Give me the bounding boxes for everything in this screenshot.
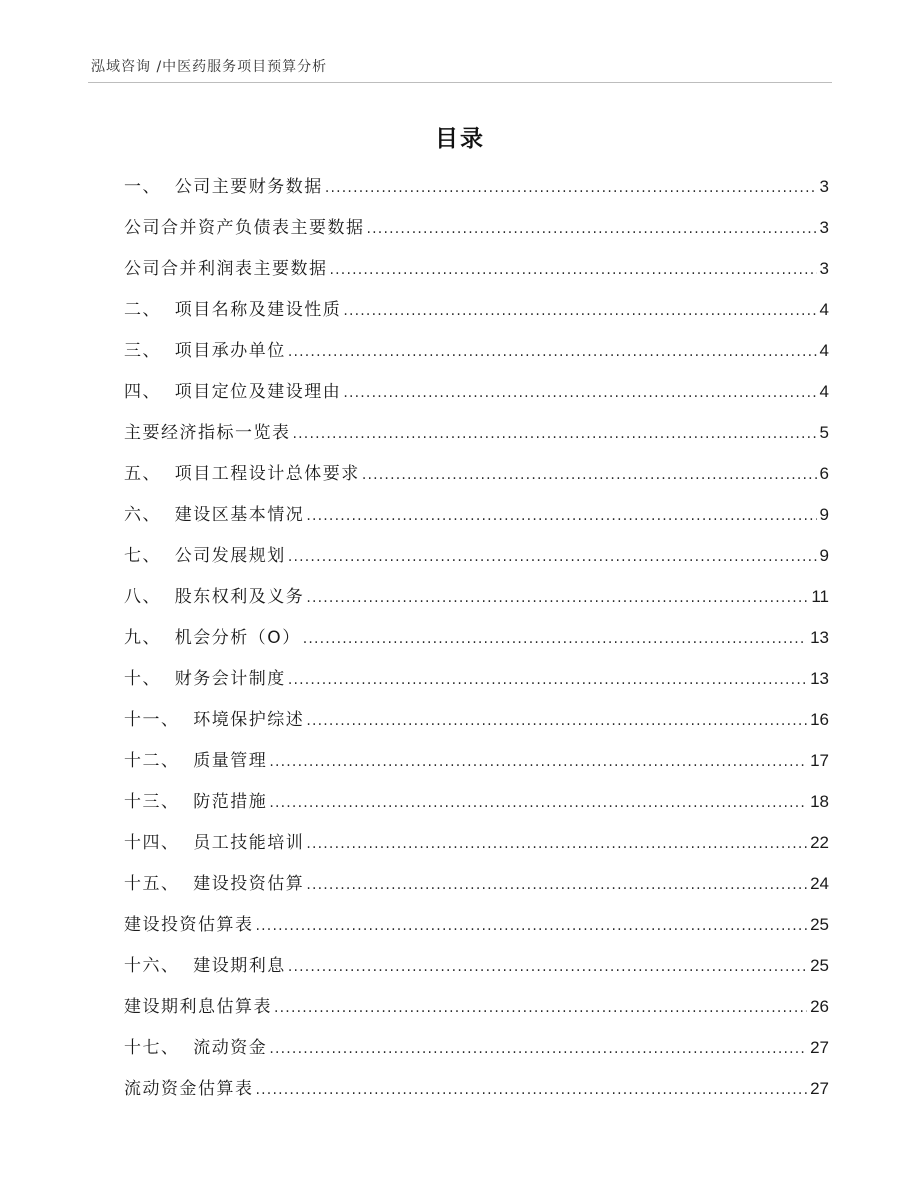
toc-entry[interactable] — [124, 787, 829, 828]
toc-entry-page-number: 4 — [819, 300, 829, 319]
toc-entry[interactable] — [124, 1033, 829, 1074]
toc-dot-leader — [343, 296, 816, 326]
toc-entry[interactable] — [124, 377, 829, 418]
toc-entry-label: 五、 项目工程设计总体要求 — [124, 464, 360, 484]
toc-entry-page-number: 27 — [810, 1079, 829, 1098]
toc-entry-page-number: 22 — [810, 833, 829, 852]
toc-entry-page-number: 17 — [810, 751, 829, 770]
toc-entry[interactable] — [124, 582, 829, 623]
toc-dot-leader — [288, 952, 807, 982]
toc-entry-page-number: 26 — [810, 997, 829, 1016]
toc-dot-leader — [288, 665, 807, 695]
toc-dot-leader — [343, 378, 816, 408]
toc-entry-page-number: 25 — [810, 956, 829, 975]
page-header: 泓域咨询 /中医药服务项目预算分析 — [91, 59, 328, 75]
toc-dot-leader — [303, 624, 807, 654]
toc-entry-label: 三、 项目承办单位 — [124, 341, 286, 361]
toc-entry-label: 流动资金估算表 — [124, 1079, 254, 1099]
toc-dot-leader — [306, 583, 808, 613]
toc-entry-label: 九、 机会分析（O） — [124, 628, 301, 648]
toc-entry-page-number: 6 — [819, 464, 829, 483]
toc-entry[interactable] — [124, 172, 829, 213]
toc-dot-leader — [306, 829, 807, 859]
toc-title: 目录 — [435, 126, 485, 152]
toc-dot-leader — [306, 870, 807, 900]
toc-entry-label: 八、 股东权利及义务 — [124, 587, 305, 607]
toc-dot-leader — [269, 1034, 807, 1064]
toc-entry-page-number: 4 — [819, 341, 829, 360]
toc-entry[interactable] — [124, 500, 829, 541]
toc-entry[interactable] — [124, 623, 829, 664]
toc-entry[interactable] — [124, 1074, 829, 1115]
toc-entry[interactable] — [124, 295, 829, 336]
toc-entry-page-number: 9 — [819, 505, 829, 524]
toc-entry[interactable] — [124, 336, 829, 377]
toc-entry-label: 建设投资估算表 — [124, 915, 254, 935]
toc-entry-page-number: 27 — [810, 1038, 829, 1057]
toc-entry[interactable] — [124, 418, 829, 459]
toc-entry-page-number: 3 — [819, 177, 829, 196]
toc-entry[interactable] — [124, 254, 829, 295]
toc-dot-leader — [306, 706, 807, 736]
toc-entry-page-number: 3 — [819, 218, 829, 237]
toc-entry-page-number: 16 — [810, 710, 829, 729]
toc-dot-leader — [367, 214, 817, 244]
toc-entry-page-number: 25 — [810, 915, 829, 934]
toc-entry-page-number: 13 — [810, 669, 829, 688]
toc-entry-label: 六、 建设区基本情况 — [124, 505, 305, 525]
toc-entry-page-number: 9 — [819, 546, 829, 565]
toc-entry-page-number: 5 — [819, 423, 829, 442]
toc-entry-label: 十四、 员工技能培训 — [124, 833, 305, 853]
toc-entry-label: 十、 财务会计制度 — [124, 669, 286, 689]
toc-entry-label: 建设期利息估算表 — [124, 997, 272, 1017]
toc-entry[interactable] — [124, 910, 829, 951]
header-divider — [88, 82, 832, 83]
toc-entry-page-number: 24 — [810, 874, 829, 893]
toc-dot-leader — [288, 542, 817, 572]
toc-entry-label: 公司合并资产负债表主要数据 — [124, 218, 365, 238]
toc-entry-label: 四、 项目定位及建设理由 — [124, 382, 342, 402]
toc-dot-leader — [293, 419, 817, 449]
toc-entry-label: 公司合并利润表主要数据 — [124, 259, 328, 279]
toc-entry-label: 主要经济指标一览表 — [124, 423, 291, 443]
toc-dot-leader — [330, 255, 817, 285]
toc-entry-label: 十五、 建设投资估算 — [124, 874, 305, 894]
toc-dot-leader — [274, 993, 807, 1023]
toc-entry-label: 二、 项目名称及建设性质 — [124, 300, 342, 320]
toc-entry[interactable] — [124, 459, 829, 500]
toc-entry-page-number: 13 — [810, 628, 829, 647]
toc-entry-label: 十七、 流动资金 — [124, 1038, 268, 1058]
toc-entry[interactable] — [124, 541, 829, 582]
table-of-contents — [124, 172, 829, 1115]
toc-dot-leader — [256, 911, 808, 941]
toc-entry[interactable] — [124, 828, 829, 869]
toc-dot-leader — [288, 337, 817, 367]
toc-entry[interactable] — [124, 705, 829, 746]
toc-entry-page-number: 11 — [811, 587, 829, 606]
toc-entry-label: 一、 公司主要财务数据 — [124, 177, 323, 197]
toc-dot-leader — [269, 747, 807, 777]
toc-entry[interactable] — [124, 951, 829, 992]
toc-dot-leader — [362, 460, 817, 490]
toc-entry-label: 七、 公司发展规划 — [124, 546, 286, 566]
toc-entry-label: 十六、 建设期利息 — [124, 956, 286, 976]
toc-entry-label: 十二、 质量管理 — [124, 751, 268, 771]
toc-entry[interactable] — [124, 213, 829, 254]
toc-entry[interactable] — [124, 869, 829, 910]
toc-dot-leader — [306, 501, 816, 531]
toc-entry-page-number: 3 — [819, 259, 829, 278]
toc-entry-page-number: 4 — [819, 382, 829, 401]
toc-dot-leader — [269, 788, 807, 818]
toc-dot-leader — [256, 1075, 808, 1105]
toc-entry-page-number: 18 — [810, 792, 829, 811]
toc-entry-label: 十一、 环境保护综述 — [124, 710, 305, 730]
toc-entry-label: 十三、 防范措施 — [124, 792, 268, 812]
toc-entry[interactable] — [124, 746, 829, 787]
toc-dot-leader — [325, 173, 817, 203]
toc-entry[interactable] — [124, 992, 829, 1033]
toc-entry[interactable] — [124, 664, 829, 705]
